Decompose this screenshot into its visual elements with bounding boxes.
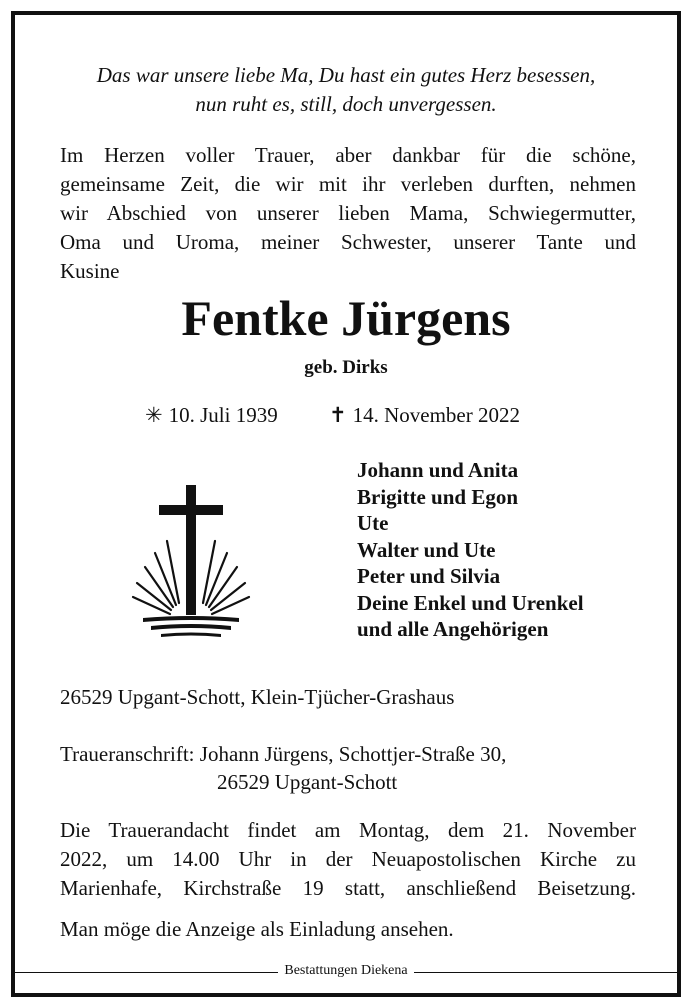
service-line: 2022, um 14.00 Uhr in der Neuapostolischen Kirche zu [60, 847, 636, 871]
intro-line: wir Abschied von unserer lieben Mama, Schwiegermutter, [60, 201, 636, 225]
intro-paragraph [60, 141, 636, 286]
notice-frame [11, 11, 681, 997]
intro-line: Kusine [60, 259, 120, 283]
service-line: Marienhafe, Kirchstraße 19 statt, anschließend Beisetzung. [60, 876, 636, 900]
deceased-name: Fentke Jürgens [181, 290, 511, 346]
intro-line: Oma und Uroma, meiner Schwester, unserer Tante und [60, 230, 636, 254]
funeral-home-label [15, 960, 677, 982]
mourner-entry: Peter und Silvia [357, 564, 501, 588]
mourner-entry: Deine Enkel und Urenkel [357, 590, 584, 615]
death-date [329, 400, 520, 430]
birth-date-text: 10. Juli 1939 [168, 403, 278, 427]
maiden-name: geb. Dirks [304, 357, 388, 378]
cross-sunrise-icon [131, 473, 251, 643]
mourners-list [357, 457, 584, 643]
mourning-address [60, 740, 506, 796]
intro-line: gemeinsame Zeit, die wir mit ihr verleben durften, nehmen [60, 172, 636, 196]
birth-star-icon: ✳ [145, 403, 163, 427]
mourner-entry: Johann und Anita [357, 458, 519, 482]
mourner-entry: und alle Angehörigen [357, 617, 549, 641]
notice-content [15, 15, 677, 993]
family-address: 26529 Upgant-Schott, Klein-Tjücher-Grashaus [60, 685, 455, 709]
service-line: Die Trauerandacht findet am Montag, dem 21. November [60, 818, 636, 842]
poem [15, 61, 677, 119]
poem-line-1: Das war unsere liebe Ma, Du hast ein gutes Herz besessen, [96, 63, 596, 87]
funeral-home-name: Bestattungen Diekena [278, 963, 413, 978]
death-date-text: 14. November 2022 [352, 403, 520, 427]
mourner-entry: Walter und Ute [357, 537, 496, 562]
mourner-entry: Brigitte und Egon [357, 484, 519, 509]
service-paragraph [60, 816, 636, 903]
intro-line: Im Herzen voller Trauer, aber dankbar für die schöne, [60, 143, 636, 167]
birth-date [145, 400, 278, 430]
mourning-address-line-2: 26529 Upgant-Schott [217, 770, 398, 794]
poem-line-2: nun ruht es, still, doch unvergessen. [195, 92, 497, 116]
death-cross-icon: ✝ [329, 403, 347, 427]
mourning-address-line-1: Traueranschrift: Johann Jürgens, Schottjer-Straße 30, [60, 742, 507, 766]
mourner-entry: Ute [357, 511, 389, 535]
closing-note: Man möge die Anzeige als Einladung ansehen. [60, 917, 454, 941]
